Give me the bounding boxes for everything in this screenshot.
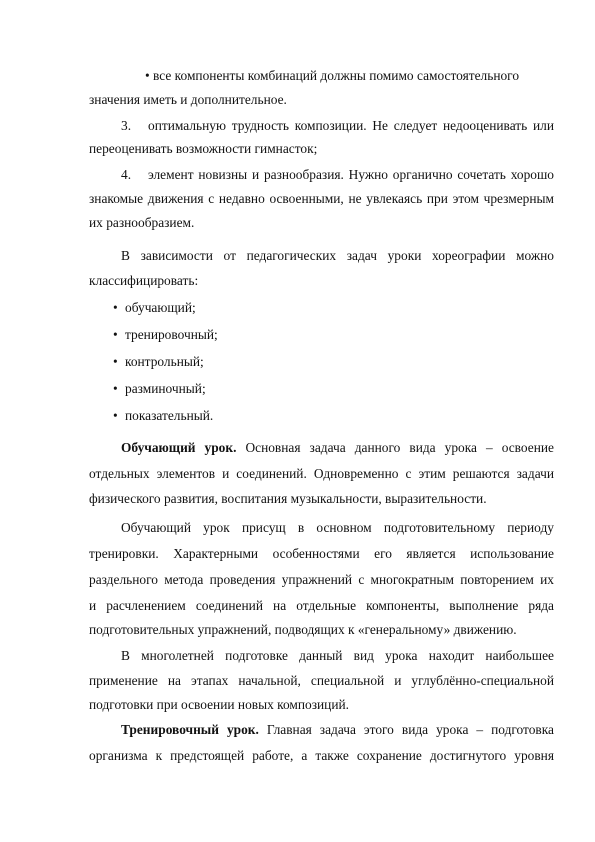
section-heading: Тренировочный урок. <box>121 722 259 737</box>
paragraph-line: значения иметь и дополнительное. <box>89 92 287 107</box>
paragraph-text: Главная задача этого вида урока – подготовка <box>258 722 554 737</box>
paragraph-line: подготовки при освоении новых композиций. <box>89 697 350 712</box>
paragraph-line: отдельных элементов и соединений. Одновременно с этим решаются задачи <box>89 466 554 481</box>
bullet-icon: • <box>113 300 118 315</box>
paragraph-line: переоценивать возможности гимнасток; <box>89 141 318 156</box>
paragraph-line: классифицировать: <box>89 273 199 288</box>
bullet-item <box>113 300 196 316</box>
paragraph-line <box>121 440 554 456</box>
paragraph-line: Обучающий урок присущ в основном подготовительному периоду <box>121 520 554 535</box>
list-number: 3. <box>121 118 132 133</box>
bullet-item <box>113 327 218 343</box>
bullet-item <box>113 354 204 370</box>
paragraph-line: подготовительных упражнений, подводящих к «генеральному» движению. <box>89 622 517 637</box>
paragraph-line: тренировки. Характерными особенностями его является использование <box>89 546 554 561</box>
bullet-text: тренировочный; <box>125 327 218 342</box>
paragraph-line: физического развития, воспитания музыкальности, выразительности. <box>89 491 487 506</box>
bullet-item <box>113 381 206 397</box>
bullet-text: обучающий; <box>125 300 196 315</box>
bullet-icon: • <box>113 408 118 423</box>
section-heading: Обучающий урок. <box>121 440 237 455</box>
paragraph-line: организма к предстоящей работе, а также сохранение достигнутого уровня <box>89 748 554 763</box>
paragraph-line: знакомые движения с недавно освоенными, не увлекаясь при этом чрезмерным <box>89 191 554 206</box>
bullet-text: разминочный; <box>125 381 206 396</box>
paragraph-line <box>121 722 554 738</box>
paragraph-text: Основная задача данного вида урока – освоение <box>236 440 554 455</box>
bullet-text: контрольный; <box>125 354 204 369</box>
paragraph-line: раздельного метода проведения упражнений с многократным повторением их <box>89 572 554 587</box>
paragraph-line: применение на этапах начальной, специальной и углублённо-специальной <box>89 673 554 688</box>
paragraph-line: В зависимости от педагогических задач уроки хореографии можно <box>121 248 554 263</box>
bullet-text: показательный. <box>125 408 214 423</box>
bullet-item <box>113 408 213 424</box>
paragraph-line: В многолетней подготовке данный вид урока находит наибольшее <box>121 648 554 663</box>
bullet-icon: • <box>113 381 118 396</box>
paragraph-line: их разнообразием. <box>89 215 195 230</box>
list-item-text: оптимальную трудность композиции. Не следует недооценивать или <box>148 118 554 133</box>
list-number: 4. <box>121 167 132 182</box>
list-item-text: • все компоненты комбинаций должны помимо самостоятельного <box>145 68 520 83</box>
bullet-icon: • <box>113 354 118 369</box>
paragraph-line: и расчленением соединений на отдельные компоненты, выполнение ряда <box>89 598 554 613</box>
bullet-icon: • <box>113 327 118 342</box>
list-item-text: элемент новизны и разнообразия. Нужно органично сочетать хорошо <box>148 167 554 182</box>
